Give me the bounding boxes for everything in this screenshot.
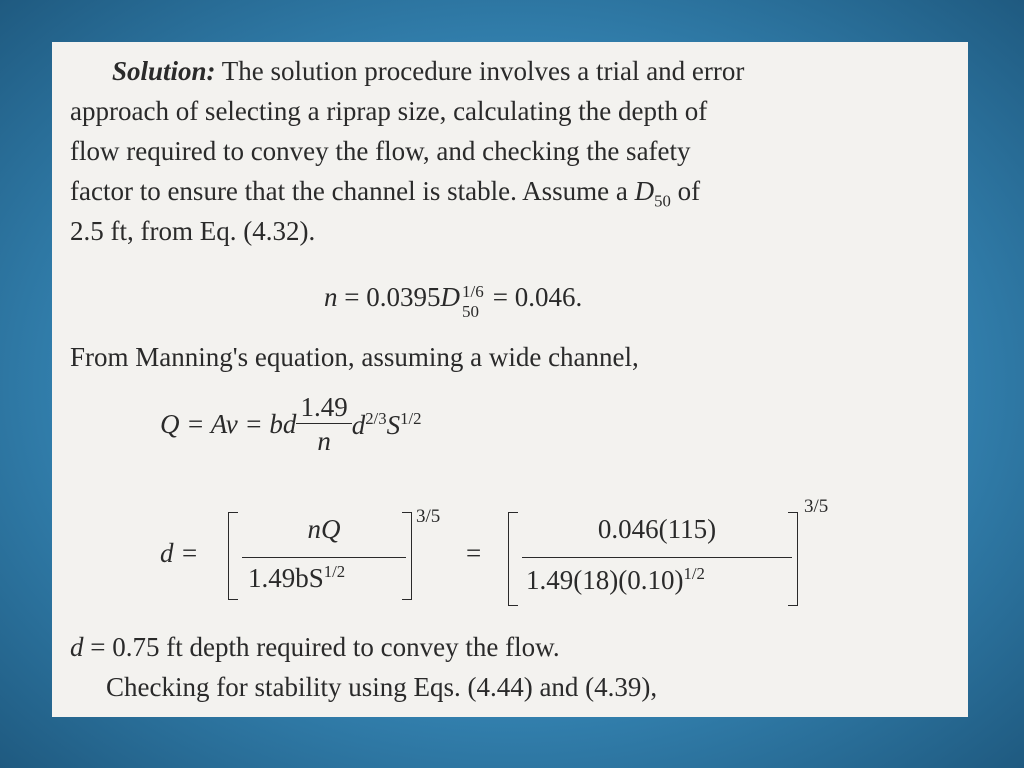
solution-label: Solution:	[112, 56, 216, 86]
left-bracket	[228, 512, 238, 600]
fraction-bar	[242, 557, 406, 558]
left-bracket	[508, 512, 518, 606]
paragraph-line-3: flow required to convey the flow, and checking the safety	[70, 136, 691, 166]
stability-check-line: Checking for stability using Eqs. (4.44) and (4.39),	[106, 672, 658, 702]
equation-discharge: Q = Av = bd $\frac{1.49}{n}$ $d^{2/3}S^{1/2}$	[160, 392, 422, 456]
paragraph-line-4: factor to ensure that the channel is stable. Assume a $D_{50}$ of	[70, 176, 701, 211]
manning-intro-text: From Manning's equation, assuming a wide channel,	[70, 342, 639, 372]
result-line: d = 0.75 ft depth required to convey the flow.	[70, 632, 560, 662]
paragraph-line-5: 2.5 ft, from Eq. (4.32).	[70, 216, 316, 246]
document-page: Solution: The solution procedure involves a trial and error approach of selecting a riprap size, calculating the depth of flow required to convey the flow, and checking the safety factor to ensure that the channel is stable. Assume a $D_{50}$ of 2.5 ft, from Eq. (4.32). n = 0.0395D 1/6 50 = 0.046. From Manning's equation, assuming a wide channel, Q = Av = bd $\frac{1.49}{n}$ $d^{2/3}S^{1/2}$ d = nQ $1.49bS^{1/2}$ 3/5 = 0.046(115) $1.49(18)(0.10)^{1/2}$ 3/5 d = 0.75 ft depth required to convey the flow. Checking for stability using Eqs. (4.44) and (4.39),	[52, 42, 968, 717]
right-bracket	[788, 512, 798, 606]
right-bracket	[402, 512, 412, 600]
paragraph-line-1: Solution: The solution procedure involves a trial and error	[112, 56, 745, 86]
equation-manning-n: n = 0.0395D 1/6 50 = 0.046.	[324, 282, 583, 321]
fraction-bar	[522, 557, 792, 558]
paragraph-line-2: approach of selecting a riprap size, calculating the depth of	[70, 96, 708, 126]
